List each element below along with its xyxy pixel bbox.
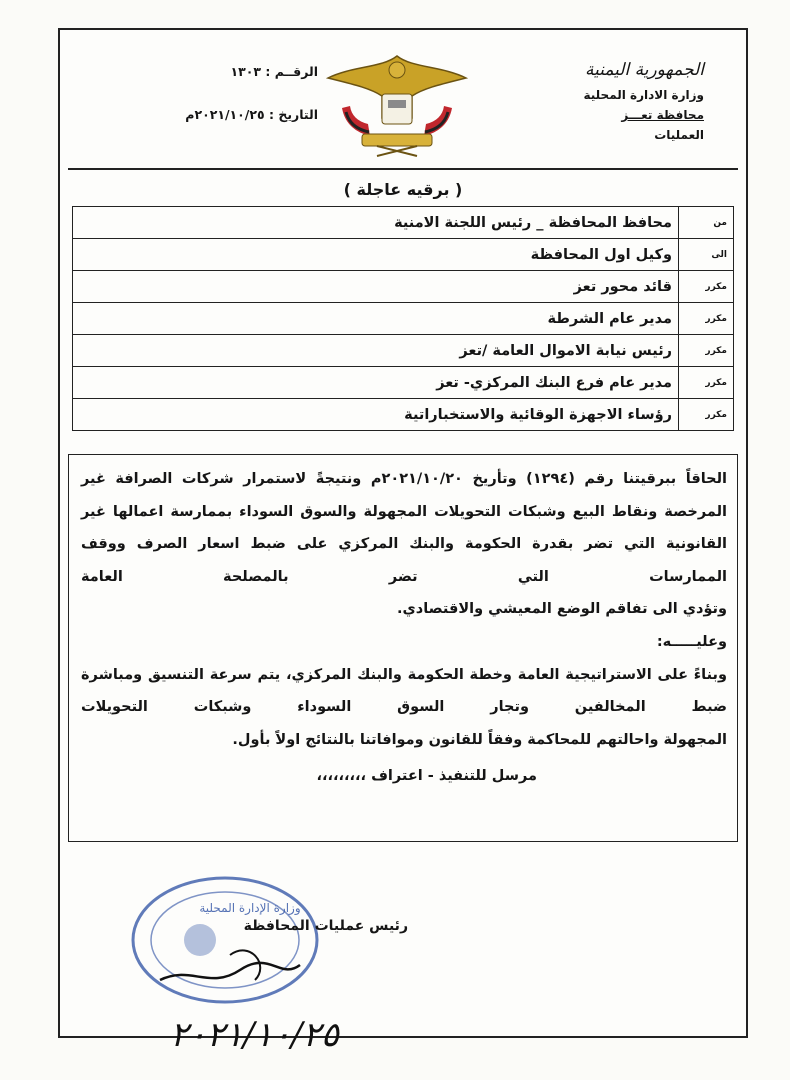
recipient-name: رئيس نيابة الاموال العامة /تعز bbox=[73, 335, 679, 367]
recipient-row bbox=[73, 367, 734, 399]
recipient-row bbox=[73, 271, 734, 303]
body-paragraph-2: وبناءً على الاستراتيجية العامة وخطة الحكومة والبنك المركزي، يتم سرعة التنسيق ومباشرة ضبط المخالفين وتجار السوق السوداء وشبكات التحويلات bbox=[81, 666, 727, 716]
recipient-row bbox=[73, 399, 734, 431]
recipient-name: رؤساء الاجهزة الوقائية والاستخباراتية bbox=[73, 399, 679, 431]
recipient-row bbox=[73, 303, 734, 335]
recipient-row bbox=[73, 207, 734, 239]
recipient-name: محافظ المحافظة _ رئيس اللجنة الامنية bbox=[73, 207, 679, 239]
date-value: ٢٠٢١/١٠/٢٥م bbox=[185, 107, 265, 122]
recipient-role: مكرر bbox=[679, 367, 734, 399]
document-sheet bbox=[58, 28, 748, 1055]
send-note: مرسل للتنفيذ - اعتراف ،،،،،،،،، bbox=[316, 768, 537, 785]
recipient-name: وكيل اول المحافظة bbox=[73, 239, 679, 271]
number-label: الرقــم : bbox=[265, 64, 318, 79]
body-paragraph-1: الحاقاً ببرقيتنا رقم (١٢٩٤) وتأريخ ٢٠٢١/١٠/٢٠م ونتيجةً لاستمرار شركات الصرافة غير المرخصة ونقاط البيع وشبكات التحويلات المجهولة والسوق السوداء بممارسة اعمالها غير القانونية التي تضر بقدرة الحكومة والبنك المركزي على ضبط اسعار الصرف ووقف الممارسات التي تضر بالمصلحة العامة bbox=[81, 471, 727, 585]
body-paragraph-1-tail: وتؤدي الى تفاقم الوضع المعيشي والاقتصادي. bbox=[396, 601, 727, 618]
recipient-name: قائد محور تعز bbox=[73, 271, 679, 303]
recipient-role: من bbox=[679, 207, 734, 239]
document-subject: ( برقيه عاجلة ) bbox=[343, 180, 463, 199]
eagle-emblem-icon bbox=[322, 48, 472, 158]
header-divider bbox=[68, 168, 738, 170]
ministry-name: وزارة الادارة المحلية bbox=[583, 88, 704, 102]
recipient-role: مكرر bbox=[679, 271, 734, 303]
country-name-calligraphy: الجمهورية اليمنية bbox=[584, 60, 704, 80]
recipient-role: الى bbox=[679, 239, 734, 271]
therefore-line: وعليـــــه: bbox=[656, 633, 727, 650]
date-label: التاريخ : bbox=[268, 107, 318, 122]
recipient-name: مدير عام الشرطة bbox=[73, 303, 679, 335]
handwritten-date: ٢٠٢١/١٠/٢٥ bbox=[170, 1015, 340, 1055]
recipient-role: مكرر bbox=[679, 335, 734, 367]
body-paragraph-2-tail: المجهولة واحالتهم للمحاكمة وفقاً للقانون وموافاتنا بالنتائج اولاً بأول. bbox=[232, 731, 727, 748]
recipient-name: مدير عام فرع البنك المركزي- تعز bbox=[73, 367, 679, 399]
number-value: ١٣٠٣ bbox=[230, 64, 261, 79]
document-date bbox=[118, 107, 318, 122]
department-name: العمليات bbox=[654, 128, 704, 142]
recipients-table bbox=[72, 206, 734, 431]
reference-number bbox=[118, 64, 318, 79]
recipient-row bbox=[73, 239, 734, 271]
governorate-name: محافظة تعـــز bbox=[621, 108, 704, 122]
stamp-text: وزارة الإدارة المحلية bbox=[199, 901, 301, 915]
signatory-title: رئيس عمليات المحافظة bbox=[243, 918, 408, 934]
recipient-role: مكرر bbox=[679, 303, 734, 335]
telegram-body bbox=[68, 454, 738, 842]
recipient-row bbox=[73, 335, 734, 367]
letterhead-left bbox=[118, 62, 318, 150]
letterhead-right bbox=[534, 60, 704, 148]
official-stamp-icon bbox=[130, 870, 330, 1010]
recipient-role: مكرر bbox=[679, 399, 734, 431]
